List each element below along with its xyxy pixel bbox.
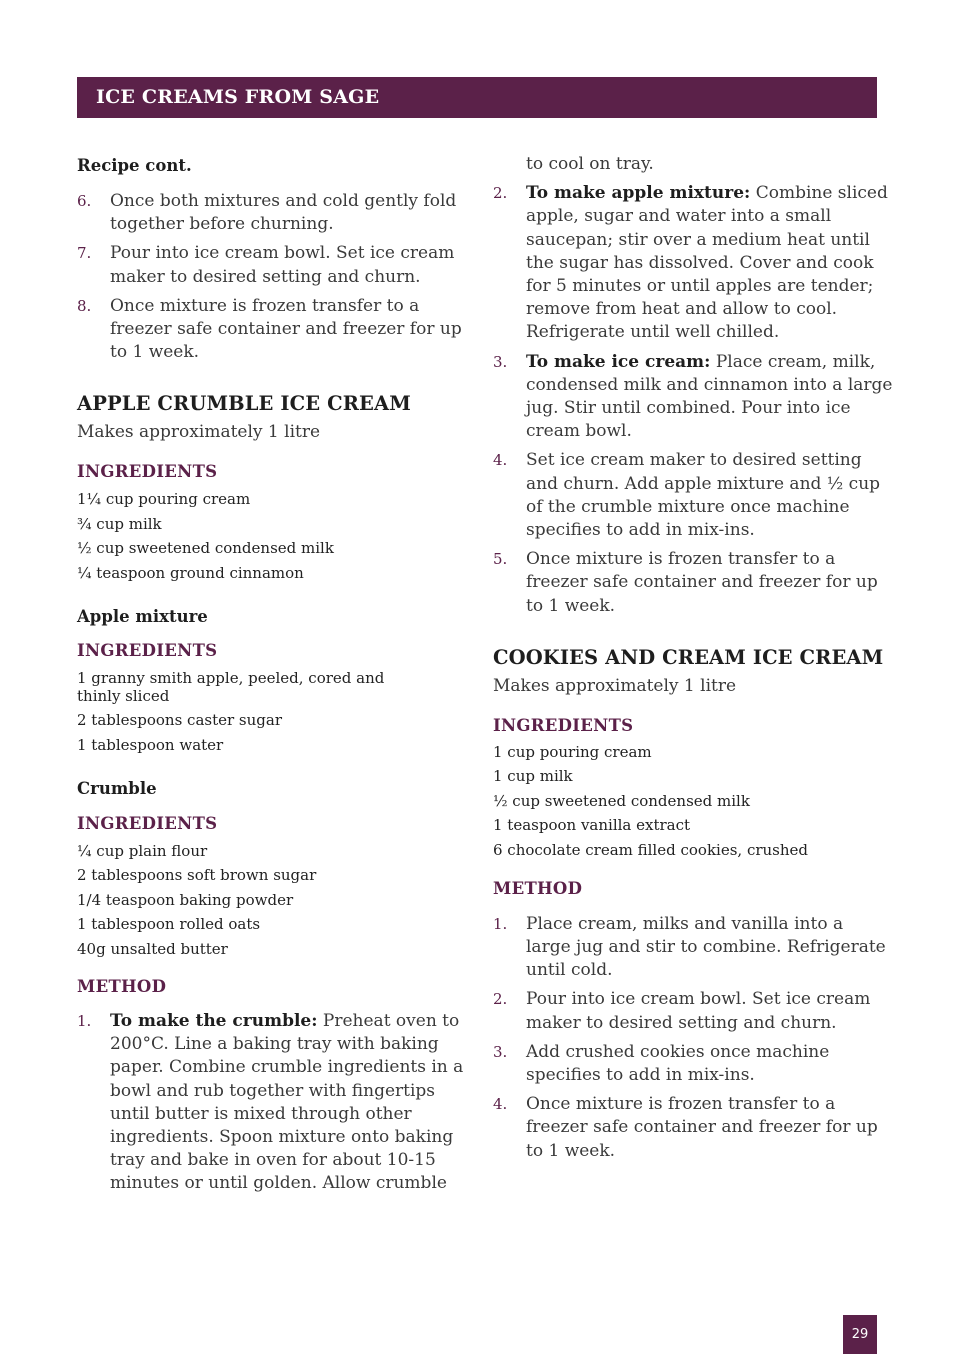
list-item: 8. Once mixture is frozen transfer to a freezer safe container and freezer for up to 1 week. xyxy=(77,295,462,363)
list-item: 2. Pour into ice cream bowl. Set ice cream maker to desired setting and churn. xyxy=(493,989,871,1033)
apple-ingredients-heading: INGREDIENTS xyxy=(77,462,218,482)
list-item: ¼ cup plain flour xyxy=(77,841,208,860)
list-item: 2 tablespoons soft brown sugar xyxy=(77,866,317,885)
list-item: 3. Add crushed cookies once machine specifies to add in mix-ins. xyxy=(493,1041,830,1086)
section-banner: ICE CREAMS FROM SAGE xyxy=(77,77,877,118)
crumble-ingredients-heading: INGREDIENTS xyxy=(77,813,218,833)
list-item: 1¼ cup pouring cream xyxy=(77,490,251,509)
cookies-ingredients-heading: INGREDIENTS xyxy=(493,715,634,735)
list-item: 2. To make apple mixture: Combine sliced apple, sugar and water into a small saucepan; stir over a medium heat until the sugar has dissolved. Cover and cook for 5 minutes or until apples are tender; remove from heat and allow to cool. Refrigerate until well chilled. xyxy=(493,183,888,343)
apple-method-steps-continued xyxy=(493,153,893,618)
list-item: ½ cup sweetened condensed milk xyxy=(77,539,334,558)
list-item: ½ cup sweetened condensed milk xyxy=(493,791,750,810)
list-item: 1 teaspoon vanilla extract xyxy=(493,816,691,835)
cookies-ingredients-list xyxy=(493,743,893,859)
list-item: 1 cup milk xyxy=(493,767,573,786)
list-item: 1/4 teaspoon baking powder xyxy=(77,890,294,909)
apple-mixture-heading: Apple mixture xyxy=(77,606,208,626)
apple-mixture-ingredients-heading: INGREDIENTS xyxy=(77,640,218,660)
apple-method-heading: METHOD xyxy=(77,976,167,996)
crumble-heading: Crumble xyxy=(77,778,157,798)
cookies-and-cream-title: COOKIES AND CREAM ICE CREAM xyxy=(493,645,884,669)
cookies-makes: Makes approximately 1 litre xyxy=(493,675,737,696)
list-item: 1 granny smith apple, peeled, cored and thinly sliced xyxy=(77,668,385,705)
list-item: ¼ teaspoon ground cinnamon xyxy=(77,563,304,582)
list-item: 7. Pour into ice cream bowl. Set ice cream maker to desired setting and churn. xyxy=(77,243,455,287)
list-item: 2 tablespoons caster sugar xyxy=(77,711,283,730)
list-item: 1. To make the crumble: Preheat oven to 200°C. Line a baking tray with baking paper. Combine crumble ingredients in a bowl and rub together with fingertips until butter is mixed through other ingredients. Spoon mixture onto baking tray and bake in oven for about 10-15 minutes or until golden. Allow crumble xyxy=(77,1010,464,1194)
crumble-ingredients-list xyxy=(77,842,467,958)
recipe-cont-heading: Recipe cont. xyxy=(77,156,192,175)
cookies-method-heading: METHOD xyxy=(493,878,583,898)
list-item: 4. Once mixture is frozen transfer to a freezer safe container and freezer for up to 1 week. xyxy=(493,1094,878,1161)
list-item: 1 tablespoon water xyxy=(77,735,224,754)
list-item: 1. Place cream, milks and vanilla into a large jug and stir to combine. Refrigerate until cold. xyxy=(493,913,886,981)
list-item: 6. Once both mixtures and cold gently fold together before churning. xyxy=(77,191,457,235)
list-item: 40g unsalted butter xyxy=(77,939,228,958)
apple-makes: Makes approximately 1 litre xyxy=(77,422,321,443)
continued-steps xyxy=(77,190,467,364)
page-number: 29 xyxy=(843,1315,877,1354)
list-item: 3. To make ice cream: Place cream, milk, condensed milk and cinnamon into a large jug. Stir until combined. Pour into ice cream bowl. xyxy=(493,351,893,442)
list-item: 6 chocolate cream filled cookies, crushed xyxy=(493,840,809,859)
list-item: to cool on tray. xyxy=(526,154,654,174)
list-item: 1 cup pouring cream xyxy=(493,742,652,761)
apple-crumble-title: APPLE CRUMBLE ICE CREAM xyxy=(77,392,411,416)
list-item: 1 tablespoon rolled oats xyxy=(77,915,261,934)
apple-method-steps xyxy=(77,1010,467,1196)
left-column xyxy=(77,153,467,1196)
list-item: 5. Once mixture is frozen transfer to a freezer safe container and freezer for up to 1 week. xyxy=(493,549,878,616)
right-column xyxy=(493,153,893,1163)
list-item: ¾ cup milk xyxy=(77,514,162,533)
apple-ingredients-list xyxy=(77,490,467,582)
list-item: 4. Set ice cream maker to desired setting and churn. Add apple mixture and ½ cup of the crumble mixture once machine specifies to add in mix-ins. xyxy=(493,450,881,541)
apple-mixture-ingredients-list xyxy=(77,669,397,754)
cookies-method-steps xyxy=(493,913,893,1163)
